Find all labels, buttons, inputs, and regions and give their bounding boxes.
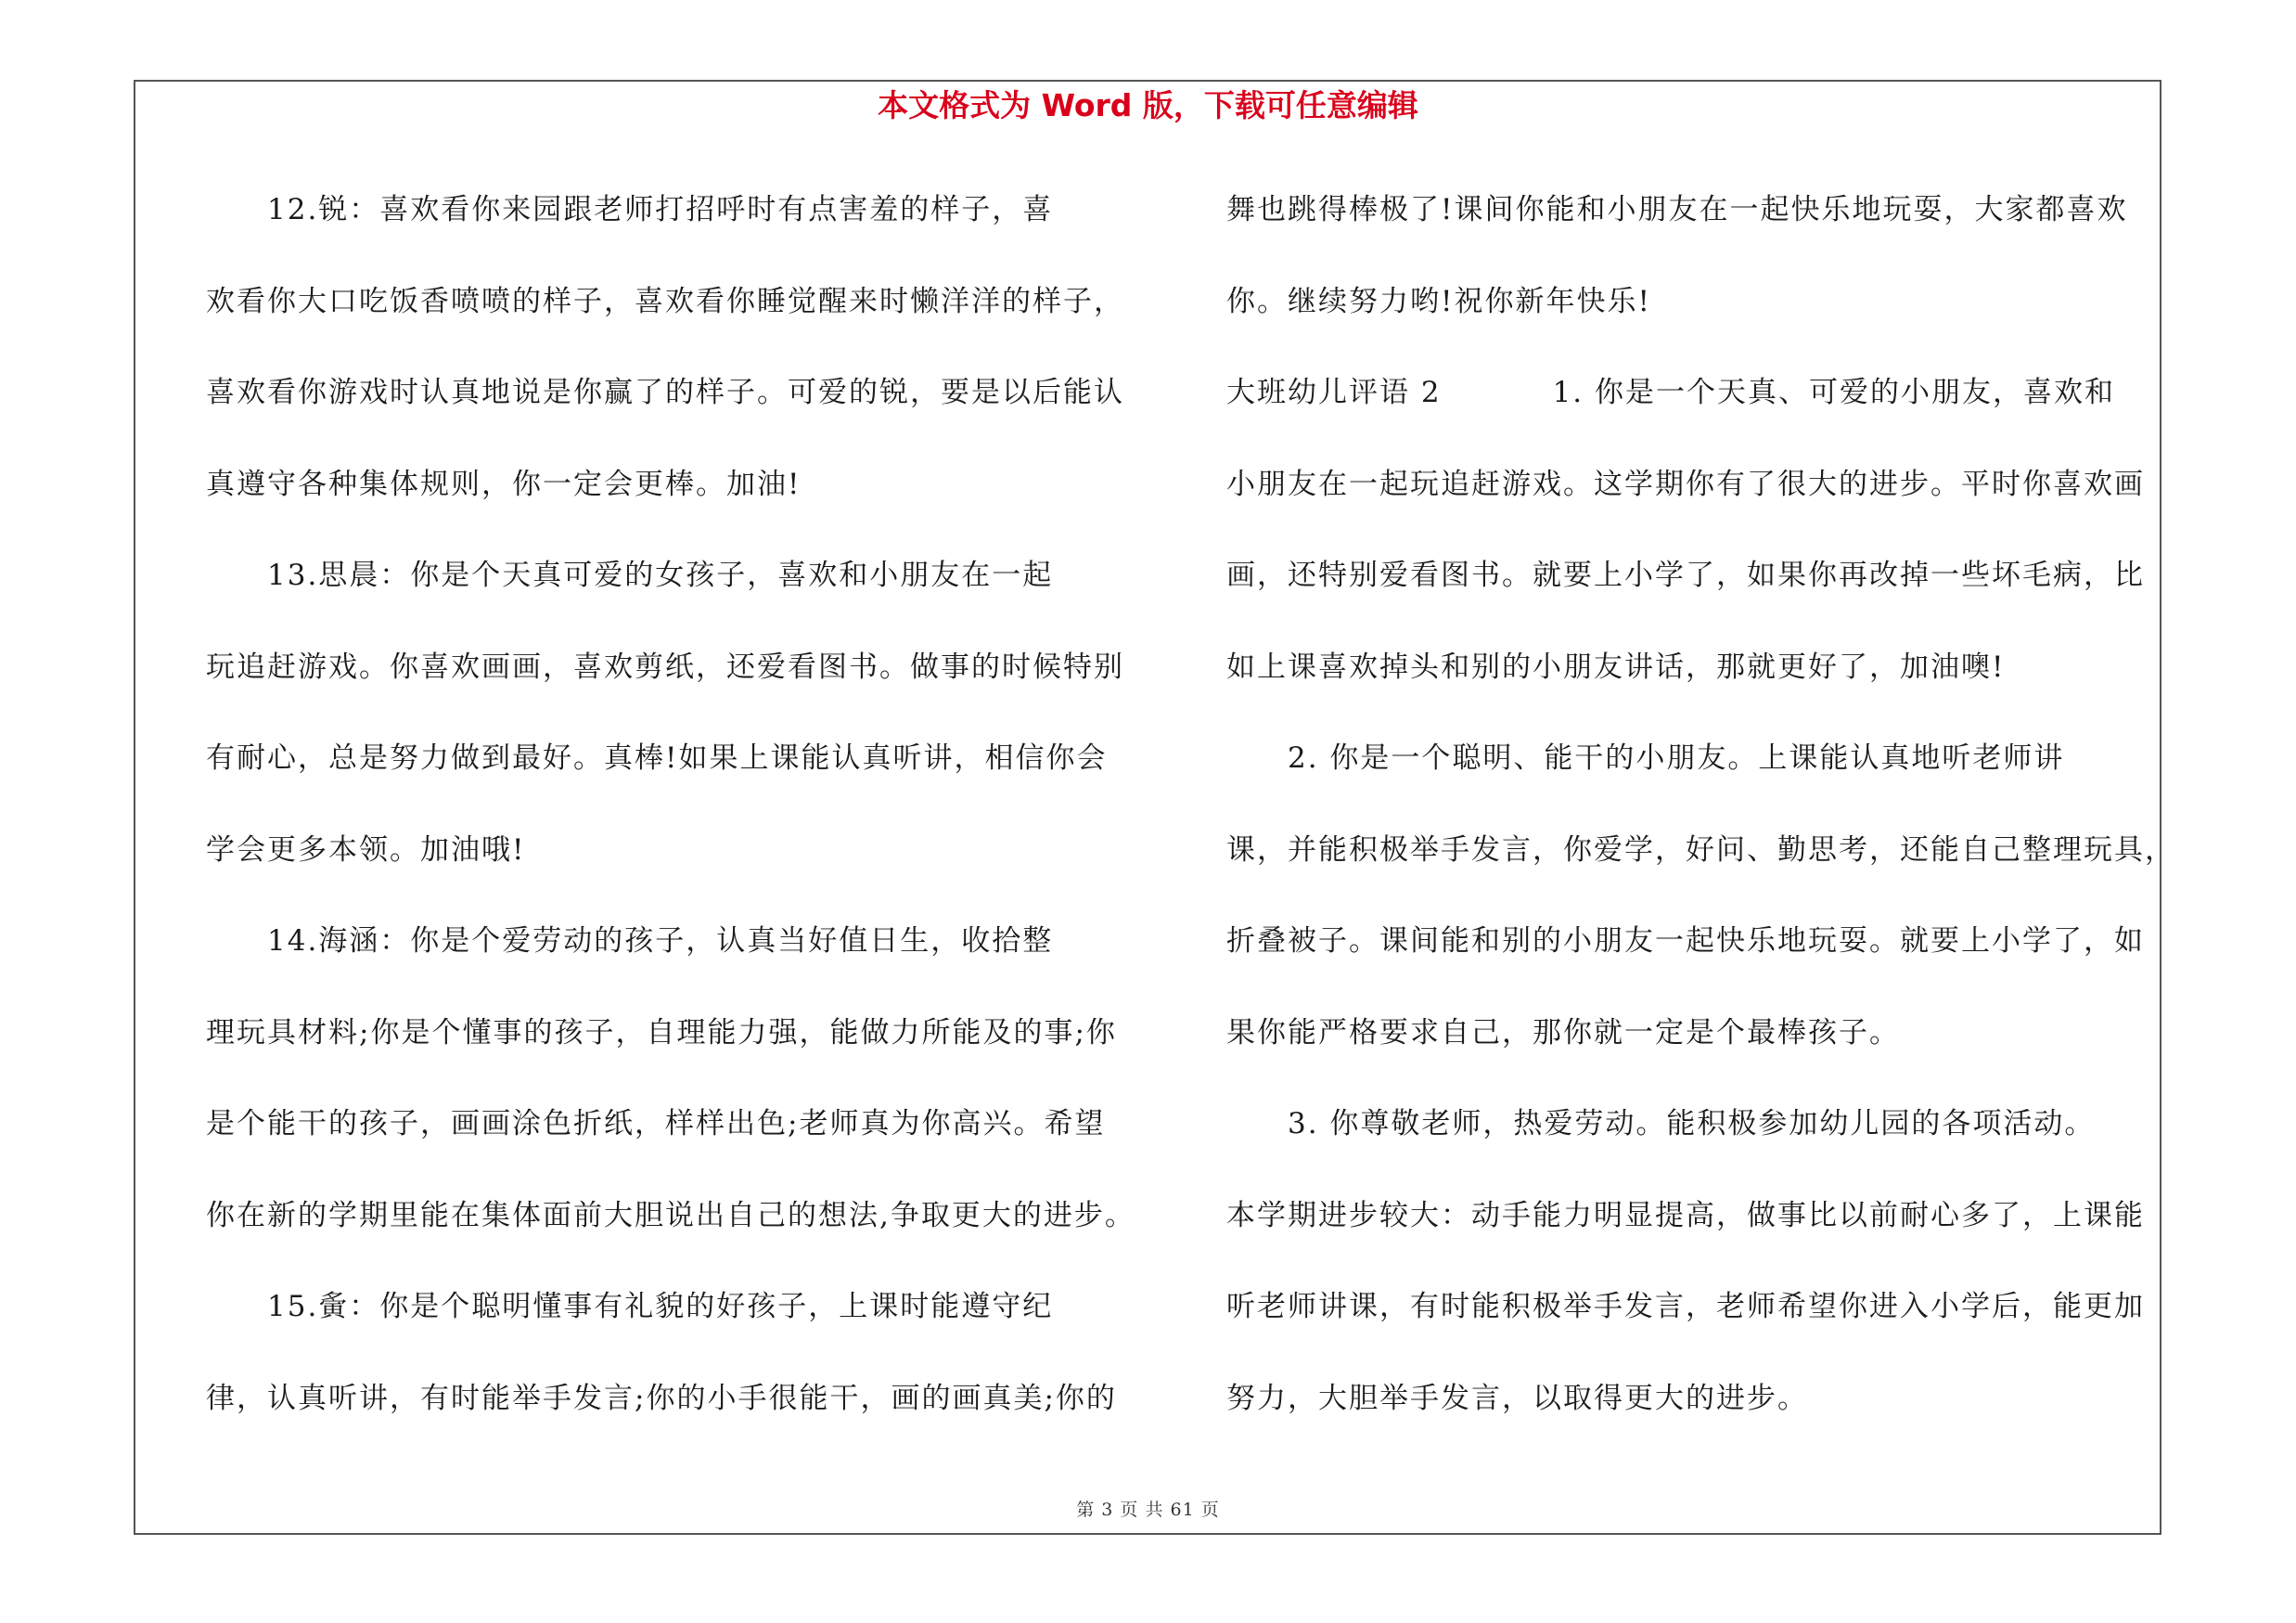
text-line: 12.锐：喜欢看你来园跟老师打招呼时有点害羞的样子，喜: [206, 193, 1054, 226]
text-line: 折叠被子。课间能和别的小朋友一起快乐地玩耍。就要上小学了，如: [1226, 924, 2145, 958]
text-line: 你。继续努力哟!祝你新年快乐!: [1226, 284, 1651, 318]
text-line: 画，还特别爱看图书。就要上小学了，如果你再改掉一些坏毛病，比: [1226, 559, 2145, 592]
text-line: 是个能干的孩子，画画涂色折纸，样样出色;老师真为你高兴。希望: [206, 1107, 1106, 1140]
text-line: 舞也跳得棒极了!课间你能和小朋友在一起快乐地玩耍，大家都喜欢: [1226, 193, 2128, 226]
text-line: 喜欢看你游戏时认真地说是你赢了的样子。可爱的锐，要是以后能认: [206, 376, 1124, 409]
text-line: 14.海涵：你是个爱劳动的孩子，认真当好值日生，收拾整: [206, 924, 1054, 958]
word-format-banner: 本文格式为 Word 版，下载可任意编辑: [878, 87, 1418, 123]
right-column: [1226, 182, 2175, 1462]
text-line: 13.思晨：你是个天真可爱的女孩子，喜欢和小朋友在一起: [206, 559, 1054, 592]
text-line: 学会更多本领。加油哦!: [206, 832, 526, 867]
text-line: 2. 你是一个聪明、能干的小朋友。上课能认真地听老师讲: [1226, 741, 2065, 775]
text-line: 本学期进步较大：动手能力明显提高，做事比以前耐心多了，上课能: [1226, 1198, 2145, 1232]
section-heading-line: [1226, 365, 2168, 457]
text-line: 1. 你是一个天真、可爱的小朋友，喜欢和: [1552, 376, 2116, 409]
left-column: [206, 182, 1143, 1462]
text-line: 15.夤：你是个聪明懂事有礼貌的好孩子，上课时能遵守纪: [206, 1290, 1054, 1323]
text-line: 欢看你大口吃饭香喷喷的样子，喜欢看你睡觉醒来时懒洋洋的样子，: [206, 284, 1124, 318]
section-heading: 大班幼儿评语 2: [1226, 376, 1442, 409]
text-line: 努力，大胆举手发言，以取得更大的进步。: [1226, 1381, 1808, 1415]
text-line: 如上课喜欢掉头和别的小朋友讲话，那就更好了，加油噢!: [1226, 650, 2006, 684]
text-line: 你在新的学期里能在集体面前大胆说出自己的想法,争取更大的进步。: [206, 1198, 1135, 1232]
text-line: 玩追赶游戏。你喜欢画画，喜欢剪纸，还爱看图书。做事的时候特别: [206, 650, 1124, 684]
text-line: 3. 你尊敬老师，热爱劳动。能积极参加幼儿园的各项活动。: [1226, 1107, 2096, 1140]
text-line: 有耐心，总是努力做到最好。真棒!如果上课能认真听讲，相信你会: [206, 741, 1108, 775]
text-line: 果你能严格要求自己，那你就一定是个最棒孩子。: [1226, 1015, 1900, 1050]
text-line: 理玩具材料;你是个懂事的孩子，自理能力强，能做力所能及的事;你: [206, 1015, 1117, 1050]
text-line: 真遵守各种集体规则，你一定会更棒。加油!: [206, 467, 802, 501]
text-line: 听老师讲课，有时能积极举手发言，老师希望你进入小学后，能更加: [1226, 1290, 2145, 1323]
text-line: 小朋友在一起玩追赶游戏。这学期你有了很大的进步。平时你喜欢画: [1226, 467, 2145, 501]
page-number-footer: 第 3 页 共 61 页: [1076, 1500, 1220, 1520]
text-line: 课，并能积极举手发言，你爱学，好问、勤思考，还能自己整理玩具，: [1226, 832, 2175, 867]
text-line: 律，认真听讲，有时能举手发言;你的小手很能干，画的画真美;你的: [206, 1381, 1117, 1415]
